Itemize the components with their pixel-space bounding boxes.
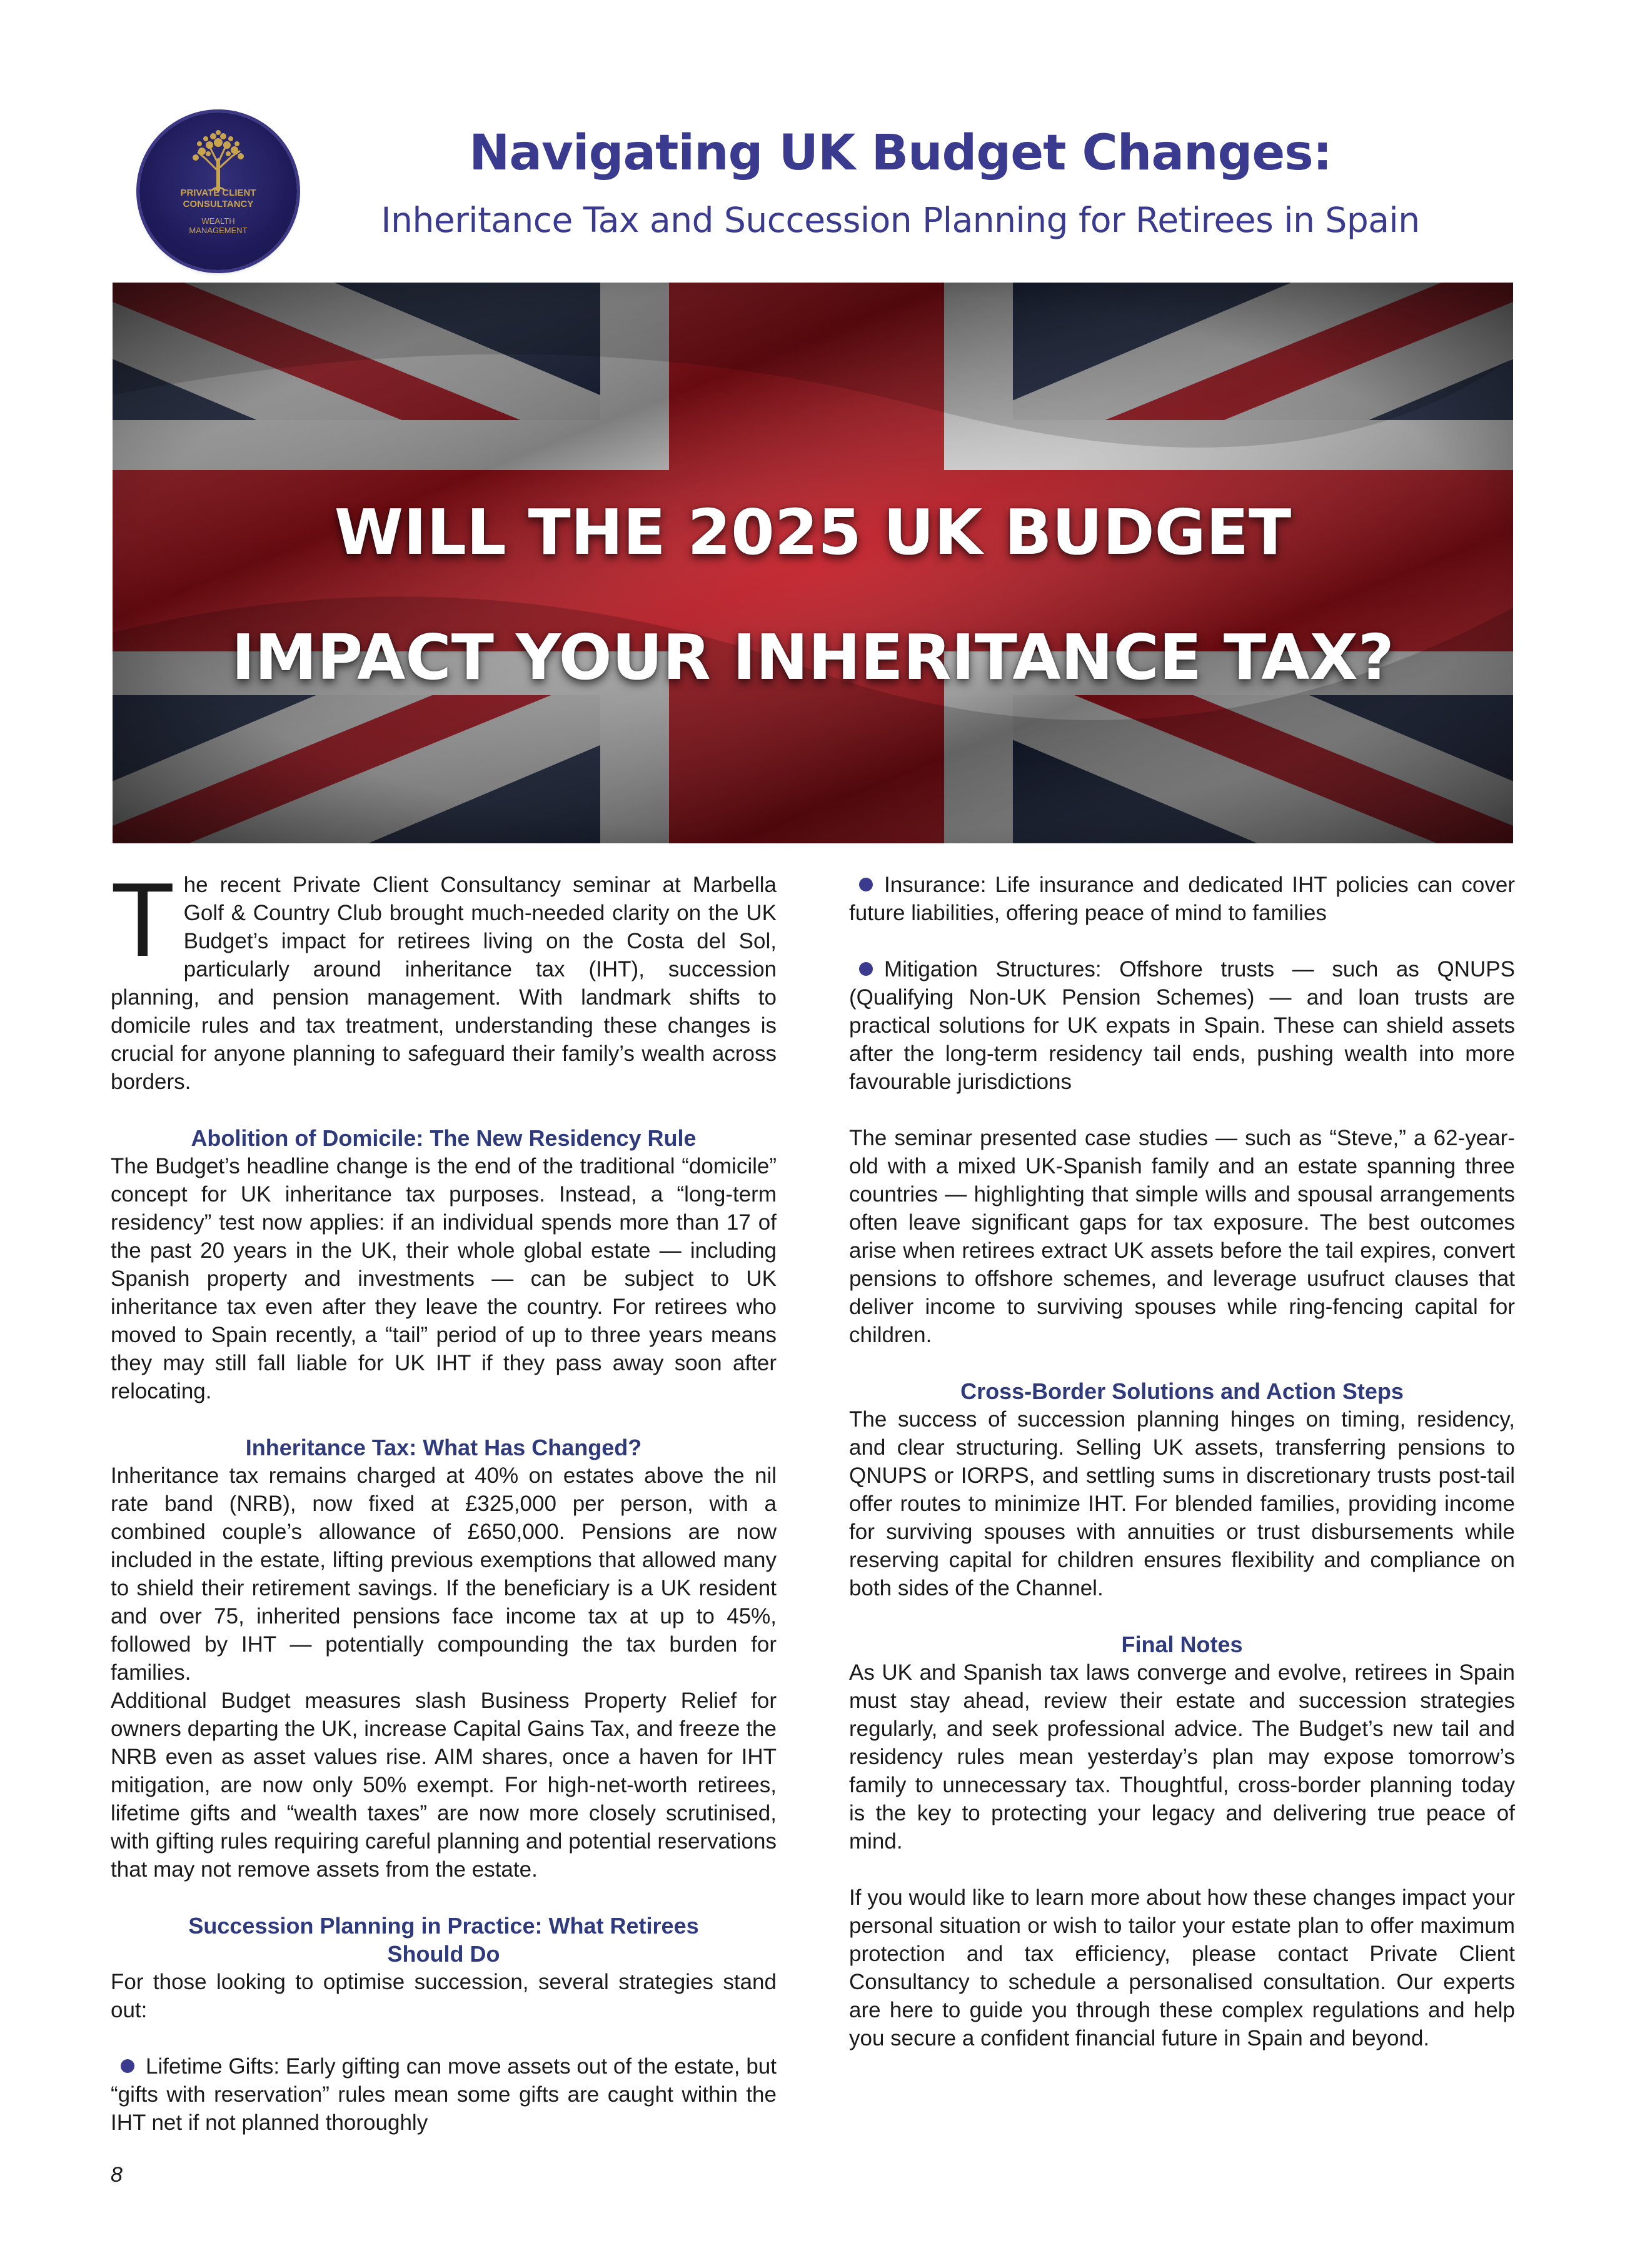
bullet-icon xyxy=(859,962,873,976)
drop-cap: T xyxy=(111,861,175,978)
list-item xyxy=(849,955,1515,1096)
list-item xyxy=(111,2052,777,2137)
bullet-text-lifetime-gifts: Lifetime Gifts: Early gifting can move assets out of the estate, but “gifts with reservation” rules mean some gifts are caught within the IHT net if not planned thoroughly xyxy=(111,2054,777,2135)
logo-tagline-line1: WEALTH xyxy=(201,216,235,226)
page-title: Navigating UK Budget Changes: xyxy=(469,125,1332,181)
article-column-left xyxy=(111,861,777,2137)
section-text-cross-border: The success of succession planning hinges on timing, residency, and clear structuring. Selling UK assets, transferring pensions to QNUPS or IORPS, and settling sums in discretionary trusts post-tail offer routes to minimize IHT. For blended families, providing income for surviving spouses with annuities or trust disbursements while reserving capital for children ensures flexibility and compliance on both sides of the Channel. xyxy=(849,1407,1515,1600)
section-text-succession: For those looking to optimise succession, several strategies stand out: xyxy=(111,1970,777,2022)
page-number: 8 xyxy=(111,2163,123,2187)
section-text-iht-changes: Inheritance tax remains charged at 40% on estates above the nil rate band (NRB), now fixed at £325,000 per person, with a combined couple’s allowance of £650,000. Pensions are now included in the estate, lifting previous exemptions that allowed many to shield their retirement savings. If the beneficiary is a UK resident and over 75, inherited pensions face income tax at up to 45%, followed by IHT — potentially compounding the tax burden for families. xyxy=(111,1463,777,1685)
page-subtitle: Inheritance Tax and Succession Planning for Retirees in Spain xyxy=(381,200,1420,240)
bullet-icon xyxy=(121,2059,134,2073)
intro-text: he recent Private Client Consultancy seminar at Marbella Golf & Country Club brought much-needed clarity on the UK Budget’s impact for retirees living on the Costa del Sol, particularly around inheritance tax (IHT), succession planning, and pension management. With landmark shifts to domicile rules and tax treatment, understanding these changes is crucial for anyone planning to safeguard their family’s wealth across borders. xyxy=(111,873,777,1094)
section-heading-succession-line2: Should Do xyxy=(387,1941,500,1967)
logo-name-line2: CONSULTANCY xyxy=(183,199,254,209)
section-text-domicile: The Budget’s headline change is the end of the traditional “domicile” concept for UK inheritance tax purposes. Instead, a “long-term residency” test now applies: if an individual spends more than 17 of the past 20 years in the UK, their whole global estate — including Spanish property and investments — can be subject to UK inheritance tax even after they leave the country. For retirees who moved to Spain recently, a “tail” period of up to three years means they may still fall liable for UK IHT if they pass away soon after relocating. xyxy=(111,1154,777,1403)
logo-name-line1: PRIVATE CLIENT xyxy=(180,188,256,198)
intro-paragraph xyxy=(111,861,777,1096)
logo-tagline xyxy=(139,216,297,235)
section-heading-succession-line1: Succession Planning in Practice: What Retirees xyxy=(188,1913,699,1939)
case-study-text: The seminar presented case studies — such as “Steve,” a 62-year-old with a mixed UK-Spanish family and an estate spanning three countries — highlighting that simple wills and spousal arrangements often leave significant gaps for tax exposure. The best outcomes arise when retirees extract UK assets before the tail expires, convert pensions to offshore schemes, and leverage usufruct clauses that deliver income to surviving spouses while ring-fencing capital for children. xyxy=(849,1126,1515,1347)
article-column-right xyxy=(849,871,1515,2052)
contact-text: If you would like to learn more about how these changes impact your personal situation or wish to tailor your estate plan to offer maximum protection and tax efficiency, please contact Private Client Consultancy to schedule a personalised consultation. Our experts are here to guide you through these complex regulations and help you secure a confident financial future in Spain and beyond. xyxy=(849,1885,1515,2050)
tree-icon xyxy=(187,128,249,193)
hero-headline-line1: WILL THE 2025 UK BUDGET xyxy=(334,496,1292,569)
section-heading-succession xyxy=(111,1912,777,1968)
company-logo xyxy=(139,113,297,270)
hero-headline xyxy=(113,470,1513,720)
section-heading-final-notes: Final Notes xyxy=(1121,1632,1243,1657)
logo-tagline-line2: MANAGEMENT xyxy=(189,226,248,235)
bullet-icon xyxy=(859,878,873,891)
bullet-text-mitigation: Mitigation Structures: Offshore trusts — such as QNUPS (Qualifying Non-UK Pension Schemes) — and loan trusts are practical solutions for UK expats in Spain. These can shield assets after the long-term residency tail ends, pushing wealth into more favourable jurisdictions xyxy=(849,957,1515,1094)
section-text-budget-measures: Additional Budget measures slash Business Property Relief for owners departing the UK, increase Capital Gains Tax, and freeze the NRB even as asset values rise. AIM shares, once a haven for IHT mitigation, are now only 50% exempt. For high-net-worth retirees, lifetime gifts and “wealth taxes” are now more closely scrutinised, with gifting rules requiring careful planning and potential reservations that may not remove assets from the estate. xyxy=(111,1688,777,1882)
section-heading-iht-changes: Inheritance Tax: What Has Changed? xyxy=(245,1435,642,1460)
bullet-text-insurance: Insurance: Life insurance and dedicated IHT policies can cover future liabilities, offering peace of mind to families xyxy=(849,873,1515,925)
logo-name xyxy=(139,188,297,210)
section-heading-domicile: Abolition of Domicile: The New Residency Rule xyxy=(191,1125,697,1151)
section-heading-cross-border: Cross-Border Solutions and Action Steps xyxy=(960,1378,1404,1404)
hero-headline-line2: IMPACT YOUR INHERITANCE TAX? xyxy=(231,621,1394,694)
list-item xyxy=(849,871,1515,927)
section-text-final-notes: As UK and Spanish tax laws converge and evolve, retirees in Spain must stay ahead, review their estate and succession strategies regularly, and seek professional advice. The Budget’s new tail and residency rules mean yesterday’s plan may expose tomorrow’s family to unnecessary tax. Thoughtful, cross-border planning today is the key to protecting your legacy and delivering true peace of mind. xyxy=(849,1660,1515,1854)
hero-banner xyxy=(113,283,1513,843)
